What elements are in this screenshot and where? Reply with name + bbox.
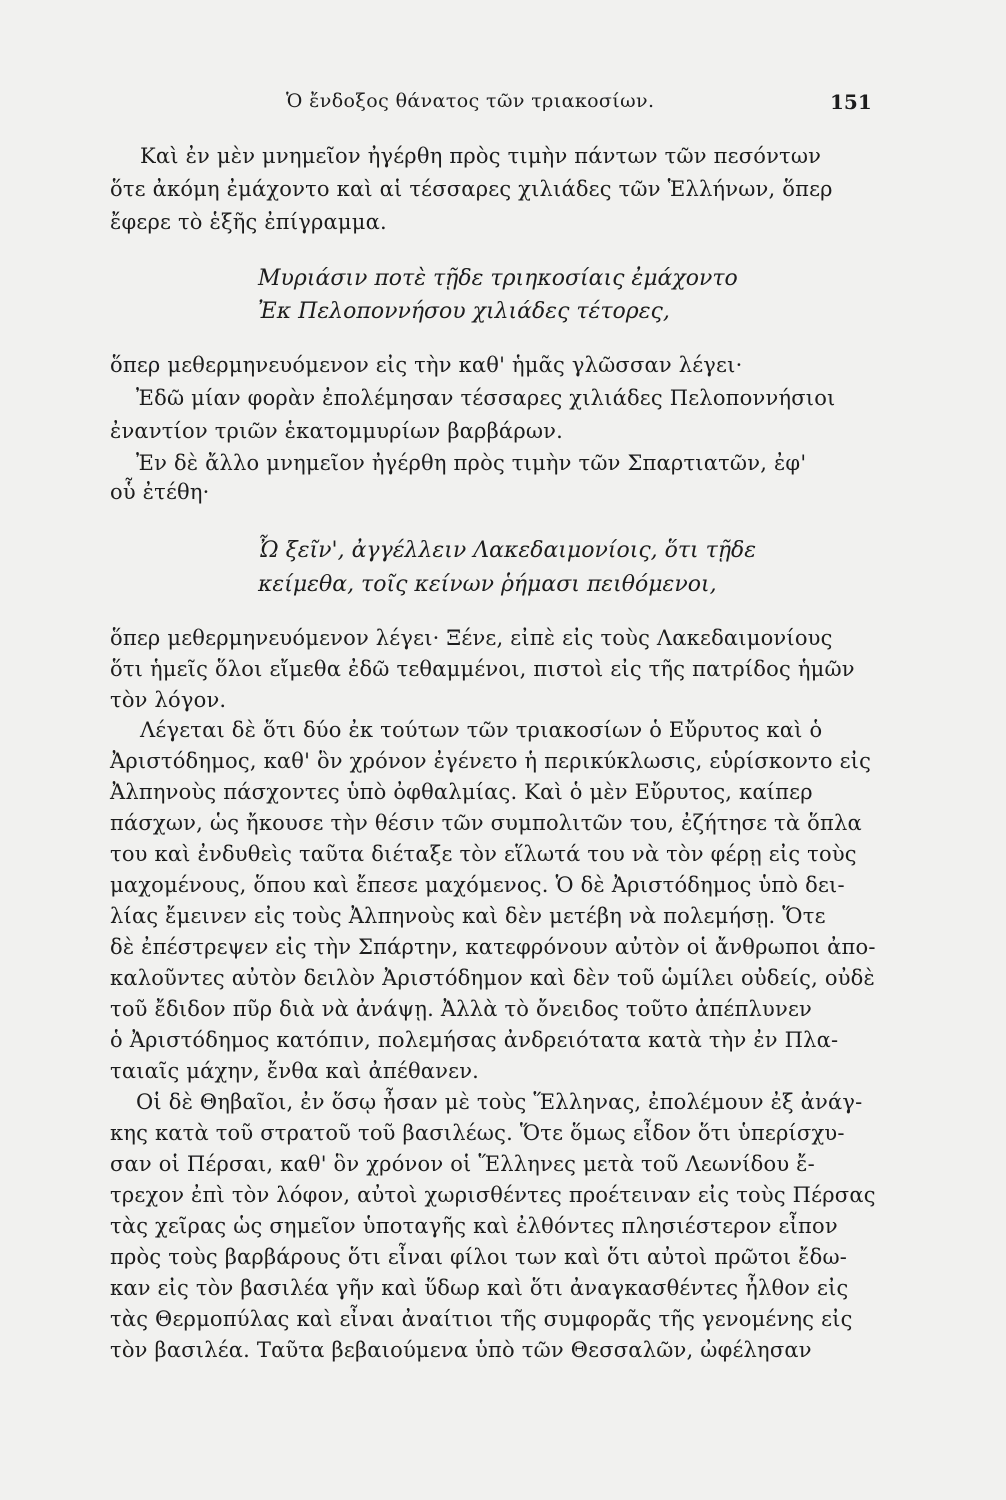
text-line: δὲ ἐπέστρεψεν εἰς τὴν Σπάρτην, κατεφρόνουν αὐτὸν οἱ ἄνθρωποι ἀπο- (110, 935, 876, 959)
text-line: πάσχων, ὡς ἤκουσε τὴν θέσιν τῶν συμπολιτῶν του, ἐζήτησε τὰ ὅπλα (110, 811, 862, 835)
text-line: Καὶ ἐν μὲν μνημεῖον ἠγέρθη πρὸς τιμὴν πάντων τῶν πεσόντων (140, 144, 822, 168)
text-line: τὸν βασιλέα. Ταῦτα βεβαιούμενα ὑπὸ τῶν Θεσσαλῶν, ὠφέλησαν (110, 1338, 812, 1362)
running-title: Ὁ ἔνδοξος θάνατος τῶν τριακοσίων. (286, 90, 655, 112)
text-line: καλοῦντες αὐτὸν δειλὸν Ἀριστόδημον καὶ δὲν τοῦ ὡμίλει οὐδείς, οὐδὲ (110, 966, 875, 990)
text-line: οὗ ἐτέθη· (110, 480, 210, 504)
text-line: του καὶ ἐνδυθεὶς ταῦτα διέταξε τὸν εἵλωτά του νὰ τὸν φέρῃ εἰς τοὺς (110, 842, 857, 866)
text-line: τὰς χεῖρας ὡς σημεῖον ὑποταγῆς καὶ ἐλθόντες πλησιέστερον εἶπον (110, 1214, 838, 1238)
epigram-line: κείμεθα, τοῖς κείνων ῥήμασι πειθόμενοι, (258, 572, 717, 597)
page-number: 151 (830, 90, 872, 114)
text-line: σαν οἱ Πέρσαι, καθ' ὃν χρόνον οἱ Ἕλληνες μετὰ τοῦ Λεωνίδου ἔ- (110, 1152, 815, 1176)
text-line: μαχομένους, ὅπου καὶ ἔπεσε μαχόμενος. Ὁ δὲ Ἀριστόδημος ὑπὸ δει- (110, 873, 845, 897)
text-line: τρεχον ἐπὶ τὸν λόφον, αὐτοὶ χωρισθέντες προέτειναν εἰς τοὺς Πέρσας (110, 1183, 876, 1207)
text-line: ὅπερ μεθερμηνευόμενον εἰς τὴν καθ' ἡμᾶς γλῶσσαν λέγει· (110, 353, 743, 377)
text-line: τὸν λόγον. (110, 688, 227, 712)
text-line: ὅτε ἀκόμη ἐμάχοντο καὶ αἱ τέσσαρες χιλιάδες τῶν Ἑλλήνων, ὅπερ (110, 177, 833, 201)
text-line: Ἐδῶ μίαν φορὰν ἐπολέμησαν τέσσαρες χιλιάδες Πελοποννήσιοι (136, 386, 836, 410)
text-line: Λέγεται δὲ ὅτι δύο ἐκ τούτων τῶν τριακοσίων ὁ Εὔρυτος καὶ ὁ (140, 718, 823, 742)
text-line: λίας ἔμεινεν εἰς τοὺς Ἀλπηνοὺς καὶ δὲν μετέβη νὰ πολεμήσῃ. Ὅτε (110, 904, 826, 928)
text-line: ἐναντίον τριῶν ἑκατομμυρίων βαρβάρων. (110, 419, 564, 443)
text-line: Οἱ δὲ Θηβαῖοι, ἐν ὅσῳ ἦσαν μὲ τοὺς Ἕλληνας, ἐπολέμουν ἐξ ἀνάγ- (136, 1090, 863, 1114)
text-line: ὅτι ἡμεῖς ὅλοι εἴμεθα ἐδῶ τεθαμμένοι, πιστοὶ εἰς τῆς πατρίδος ἡμῶν (110, 657, 855, 681)
text-line: ἔφερε τὸ ἑξῆς ἐπίγραμμα. (110, 210, 387, 234)
text-line: Ἐν δὲ ἄλλο μνημεῖον ἠγέρθη πρὸς τιμὴν τῶν Σπαρτιατῶν, ἐφ' (136, 451, 807, 475)
text-line: τοῦ ἔδιδον πῦρ διὰ νὰ ἀνάψῃ. Ἀλλὰ τὸ ὄνειδος τοῦτο ἀπέπλυνεν (110, 997, 812, 1021)
text-line: ταιαῖς μάχην, ἔνθα καὶ ἀπέθανεν. (110, 1059, 480, 1083)
epigram-line: Ἐκ Πελοποννήσου χιλιάδες τέτορες, (258, 299, 670, 324)
text-line: καν εἰς τὸν βασιλέα γῆν καὶ ὕδωρ καὶ ὅτι ἀναγκασθέντες ἦλθον εἰς (110, 1276, 849, 1300)
text-line: ὅπερ μεθερμηνευόμενον λέγει· Ξένε, εἰπὲ εἰς τοὺς Λακεδαιμονίους (110, 626, 833, 650)
text-line: κης κατὰ τοῦ στρατοῦ τοῦ βασιλέως. Ὅτε ὅμως εἶδον ὅτι ὑπερίσχυ- (110, 1121, 845, 1145)
epigram-line: Ὦ ξεῖν', ἀγγέλλειν Λακεδαιμονίοις, ὅτι τῇδε (258, 538, 757, 563)
text-line: ὁ Ἀριστόδημος κατόπιν, πολεμήσας ἀνδρειότατα κατὰ τὴν ἐν Πλα- (110, 1028, 839, 1052)
text-line: Ἀλπηνοὺς πάσχοντες ὑπὸ ὀφθαλμίας. Καὶ ὁ μὲν Εὔρυτος, καίπερ (110, 780, 813, 804)
text-line: Ἀριστόδημος, καθ' ὃν χρόνον ἐγένετο ἡ περικύκλωσις, εὑρίσκοντο εἰς (110, 749, 872, 773)
epigram-line: Μυριάσιν ποτὲ τῇδε τριηκοσίαις ἐμάχοντο (258, 266, 738, 291)
text-line: πρὸς τοὺς βαρβάρους ὅτι εἶναι φίλοι των καὶ ὅτι αὐτοὶ πρῶτοι ἔδω- (110, 1245, 848, 1269)
text-line: τὰς Θερμοπύλας καὶ εἶναι ἀναίτιοι τῆς συμφορᾶς τῆς γενομένης εἰς (110, 1307, 853, 1331)
